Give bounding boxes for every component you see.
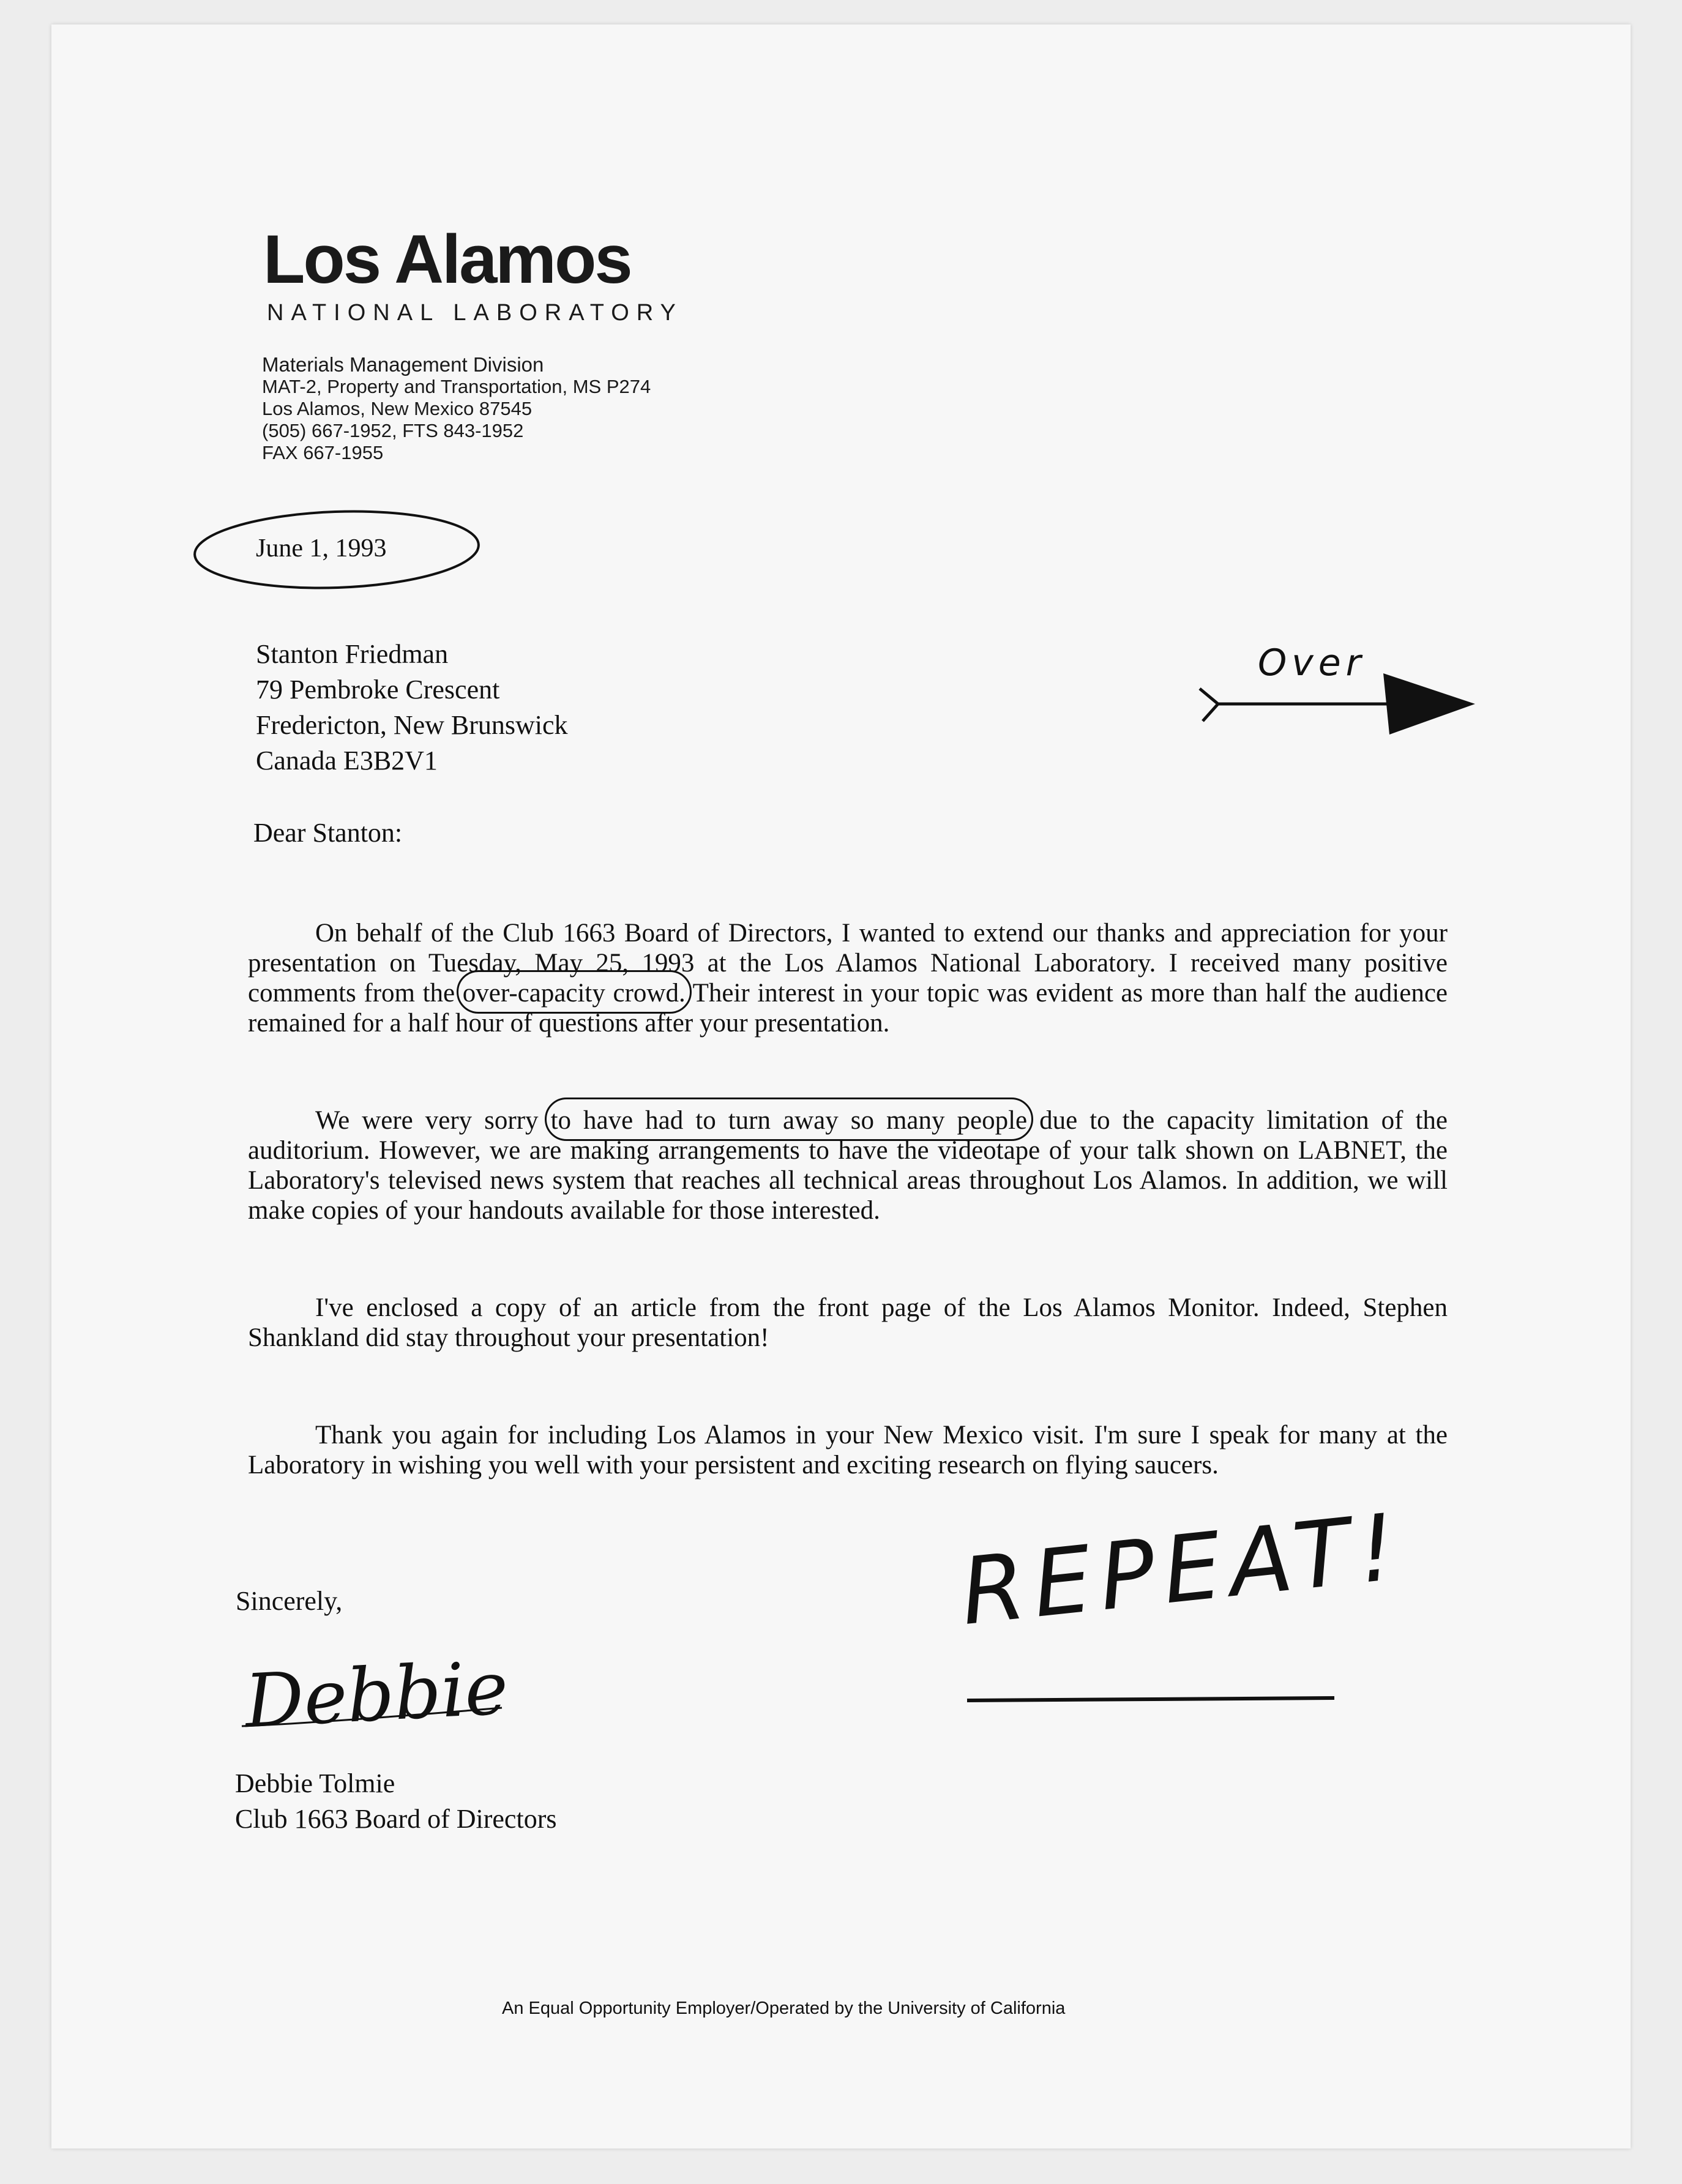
footer-note: An Equal Opportunity Employer/Operated by the University of California bbox=[502, 1999, 1066, 2018]
arrow-head-icon bbox=[1383, 673, 1475, 735]
letterhead-org-sub: NATIONAL LABORATORY bbox=[267, 300, 683, 326]
date-circle bbox=[193, 507, 480, 593]
signature-stroke bbox=[242, 1708, 502, 1726]
paragraph-3: I've enclosed a copy of an article from the front page of the Los Alamos Monitor. Indeed, Stephen Shankland did stay throughout your presentation! bbox=[248, 1293, 1448, 1352]
recipient-city: Fredericton, New Brunswick bbox=[256, 710, 568, 740]
group-line: MAT-2, Property and Transportation, MS P274 bbox=[262, 376, 651, 397]
arrow-tail bbox=[1200, 689, 1218, 721]
city-line: Los Alamos, New Mexico 87545 bbox=[262, 398, 533, 419]
circled-phrase: to have had to turn away so many people bbox=[550, 1106, 1028, 1135]
recipient-street: 79 Pembroke Crescent bbox=[256, 675, 500, 705]
letter-date: June 1, 1993 bbox=[256, 534, 387, 563]
circled-phrase: over-capacity crowd. bbox=[462, 979, 686, 1008]
recipient-name: Stanton Friedman bbox=[256, 639, 449, 669]
salutation: Dear Stanton: bbox=[253, 818, 403, 848]
repeat-underline bbox=[967, 1698, 1334, 1700]
paragraph-4: Thank you again for including Los Alamos in your New Mexico visit. I'm sure I speak for many at the Laboratory in wishing you well with your persistent and exciting research on flying saucers. bbox=[248, 1421, 1448, 1479]
handwritten-repeat: REPEAT! bbox=[955, 1494, 1409, 1646]
division-name: Materials Management Division bbox=[262, 353, 544, 376]
fax-line: FAX 667-1955 bbox=[262, 442, 384, 463]
paragraph-2: We were very sorry to have had to turn away so many people due to the capacity limitation of the auditorium. However, we are making arrangements to have the videotape of your talk shown on LABNET, the Laboratory's televised news system that reaches all technical areas throughout Los Alamos. In addition, we will make copies of your handouts available for those interested. bbox=[248, 1106, 1448, 1225]
phone-line: (505) 667-1952, FTS 843-1952 bbox=[262, 420, 524, 441]
signer-title: Club 1663 Board of Directors bbox=[235, 1804, 557, 1834]
handwritten-over: Over bbox=[1258, 641, 1366, 684]
signer-name: Debbie Tolmie bbox=[235, 1768, 395, 1798]
paragraph-1: On behalf of the Club 1663 Board of Directors, I wanted to extend our thanks and appreciation for your presentation on Tuesday, May 25, 1993 at the Los Alamos National Laboratory. I received many positive comments from the over-capacity crowd. Their interest in your topic was evident as more than half the audience remained for a half hour of questions after your presentation. bbox=[248, 919, 1448, 1038]
closing: Sincerely, bbox=[236, 1586, 343, 1616]
letterhead-org: Los Alamos bbox=[263, 221, 631, 297]
signature: Debbie bbox=[242, 1645, 510, 1745]
recipient-country: Canada E3B2V1 bbox=[256, 746, 438, 776]
